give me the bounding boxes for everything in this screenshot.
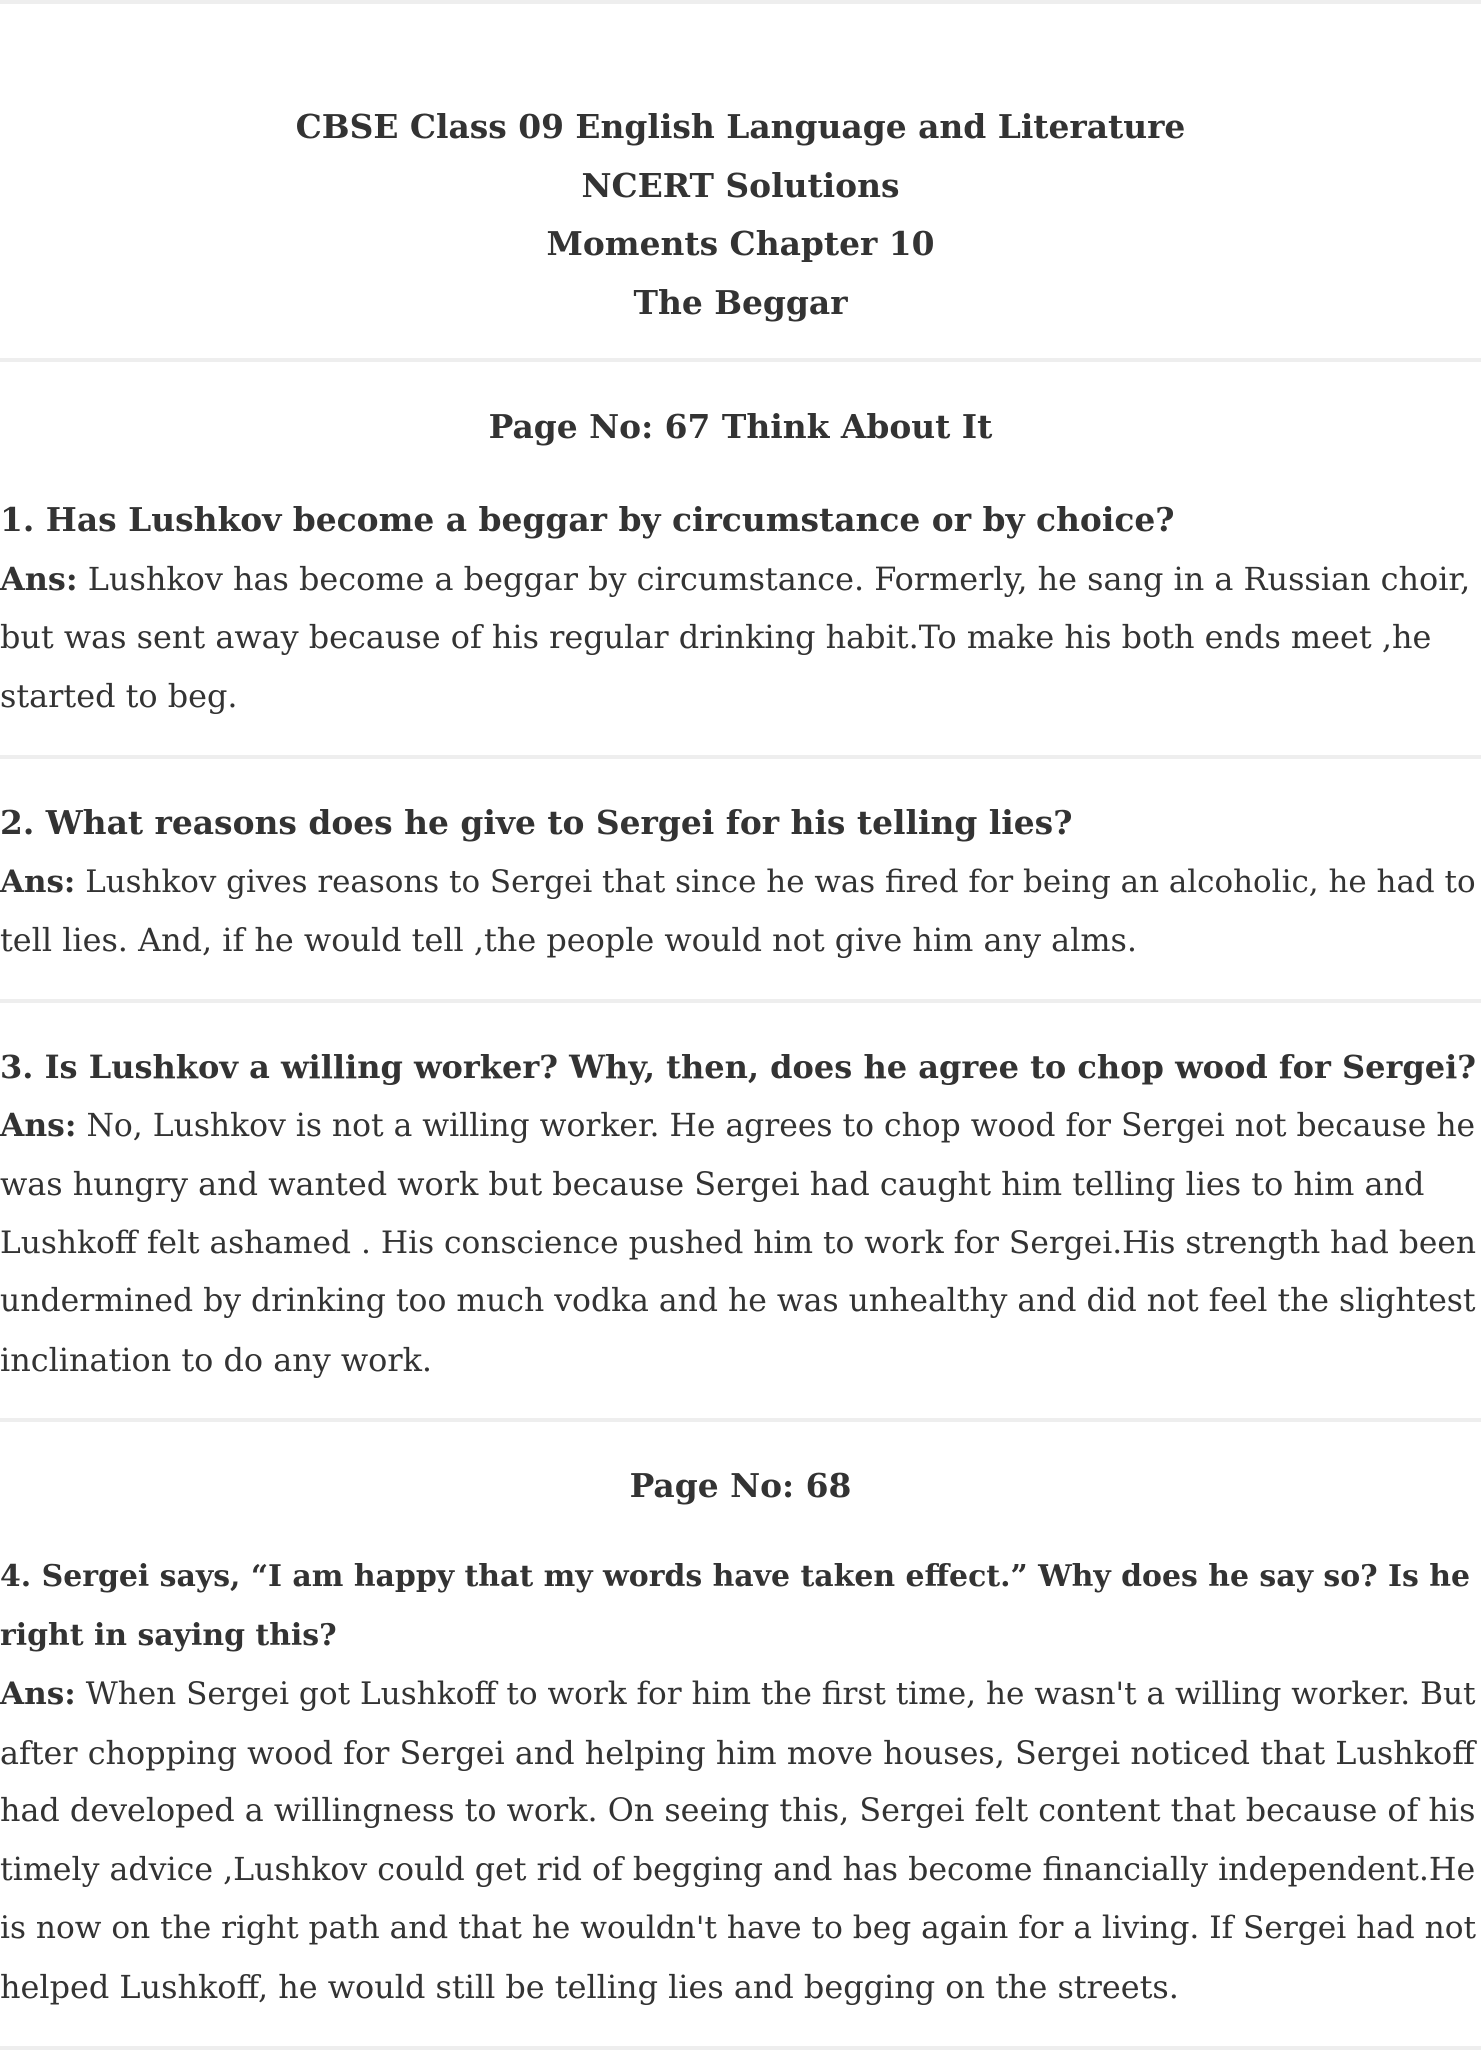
question-block-2 bbox=[0, 794, 1481, 970]
divider bbox=[0, 755, 1481, 759]
question-2: 2. What reasons does he give to Sergei for his telling lies? bbox=[0, 803, 1073, 842]
answer-line bbox=[0, 1097, 1481, 1156]
answer-3 bbox=[0, 1097, 1481, 1390]
chapter-title: The Beggar bbox=[633, 282, 848, 322]
answer-line: Lushkoff felt ashamed . His conscience pushed him to work for Sergei.His strength had been bbox=[0, 1224, 1476, 1261]
answer-line: was hungry and wanted work but because Sergei had caught him telling lies to him and bbox=[0, 1165, 1425, 1203]
answer-line bbox=[0, 853, 1481, 912]
question-line: right in saying this? bbox=[0, 1617, 337, 1653]
answer-line: but was sent away because of his regular drinking habit.To make his both ends meet ,he bbox=[0, 618, 1432, 656]
header-line-2: NCERT Solutions bbox=[581, 165, 900, 205]
question-4 bbox=[0, 1548, 1481, 1665]
answer-2 bbox=[0, 853, 1481, 970]
question-1: 1. Has Lushkov become a beggar by circumstance or by choice? bbox=[0, 500, 1175, 539]
ans-label: Ans: bbox=[0, 1676, 76, 1712]
document-header bbox=[0, 98, 1481, 332]
divider bbox=[0, 999, 1481, 1003]
bottom-divider bbox=[0, 2046, 1481, 2050]
answer-line: tell lies. And, if he would tell ,the people would not give him any alms. bbox=[0, 921, 1138, 959]
divider bbox=[0, 1418, 1481, 1422]
header-line-1: CBSE Class 09 English Language and Literature bbox=[295, 107, 1186, 146]
answer-line bbox=[0, 1665, 1481, 1724]
question-block-3 bbox=[0, 1038, 1481, 1389]
answer-text: Lushkov has become a beggar by circumstance. Formerly, he sang in a Russian choir, bbox=[87, 559, 1471, 598]
section-heading-page-67: Page No: 67 Think About It bbox=[488, 407, 993, 446]
answer-1 bbox=[0, 550, 1481, 726]
answer-line bbox=[0, 550, 1481, 609]
answer-line: is now on the right path and that he wouldn't have to beg again for a living. If Sergei had not bbox=[0, 1910, 1477, 1946]
ans-label: Ans: bbox=[0, 863, 76, 900]
ans-label: Ans: bbox=[0, 1107, 77, 1144]
answer-line: after chopping wood for Sergei and helping him move houses, Sergei noticed that Lushkoff bbox=[0, 1733, 1475, 1772]
section-heading-page-68: Page No: 68 bbox=[629, 1466, 852, 1505]
answer-line: inclination to do any work. bbox=[0, 1340, 433, 1379]
question-block-1 bbox=[0, 491, 1481, 725]
question-3: 3. Is Lushkov a willing worker? Why, then, does he agree to chop wood for Sergei? bbox=[0, 1048, 1477, 1086]
answer-text: When Sergei got Lushkoff to work for him the first time, he wasn't a willing worker. But bbox=[85, 1676, 1476, 1712]
answer-text: No, Lushkov is not a willing worker. He agrees to chop wood for Sergei not because he bbox=[86, 1107, 1476, 1144]
question-line: 4. Sergei says, “I am happy that my words have taken effect.” Why does he say so? Is he bbox=[0, 1559, 1471, 1594]
answer-line: started to beg. bbox=[0, 676, 238, 715]
answer-4 bbox=[0, 1665, 1481, 2016]
answer-line: had developed a willingness to work. On seeing this, Sergei felt content that because of his bbox=[0, 1792, 1476, 1829]
divider bbox=[0, 358, 1481, 362]
answer-line: timely advice ,Lushkov could get rid of begging and has become financially independent.He bbox=[0, 1851, 1476, 1888]
answer-text: Lushkov gives reasons to Sergei that since he was fired for being an alcoholic, he had to bbox=[85, 863, 1476, 900]
ans-label: Ans: bbox=[0, 559, 78, 598]
question-block-4 bbox=[0, 1548, 1481, 2016]
top-divider bbox=[0, 0, 1481, 4]
answer-line: helped Lushkoff, he would still be telling lies and begging on the streets. bbox=[0, 1967, 1179, 2006]
answer-line: undermined by drinking too much vodka and he was unhealthy and did not feel the slightest bbox=[0, 1283, 1476, 1319]
header-line-3: Moments Chapter 10 bbox=[546, 224, 935, 263]
